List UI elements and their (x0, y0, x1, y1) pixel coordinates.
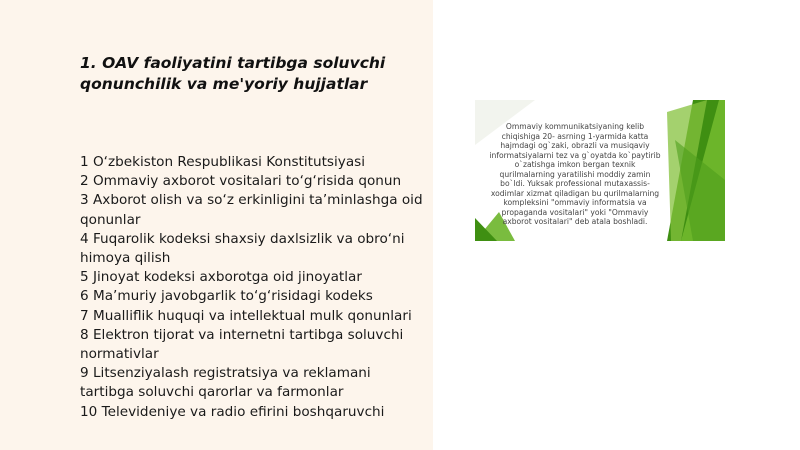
list-item: 6 Ma’muriy javobgarlik to‘g‘risidagi kodeks (80, 288, 373, 305)
document-list (80, 153, 425, 422)
embedded-slide-image (475, 100, 725, 241)
list-item: 9 Litsenziyalash registratsiya va reklamani tartibga soluvchi qarorlar va farmonlar (80, 365, 371, 401)
list-item: 4 Fuqarolik kodeksi shaxsiy daxlsizlik va obro‘ni himoya qilish (80, 230, 405, 267)
image-paragraph: Ommaviy kommunikatsiyaning kelib chiqishiga 20- asrning 1-yarmida katta hajmdagi og`zaki, obrazli va musiqaviy informatsiyalarni tez va g`oyatda ko`paytirib o`zatishga imkon bergan texnik qurilmalarning yaratilishi moddiy zamin bo`ldi. Yuksak professional mutaxassis-xodimlar xizmat qiladigan bu qurilmalarning kompleksini "ommaviy informatsia va propaganda vositalari" yoki "Ommaviy axborot vositalari" deb atala boshladi. (489, 122, 661, 226)
list-item: 2 Ommaviy axborot vositalari to‘g‘risida qonun (80, 173, 402, 190)
slide-title: 1. OAV faoliyatini tartibga soluvchi qonunchilik va me'yoriy hujjatlar (80, 54, 386, 93)
list-item: 8 Elektron tijorat va internetni tartibga soluvchi normativlar (80, 326, 404, 363)
list-item: 5 Jinoyat kodeksi axborotga oid jinoyatlar (80, 269, 362, 286)
list-item: 10 Televideniye va radio efirini boshqaruvchi (80, 403, 385, 420)
list-item: 7 Mualliflik huquqi va intellektual mulk qonunlari (80, 307, 412, 324)
list-item: 1 O‘zbekiston Respublikasi Konstitutsiyasi (80, 154, 366, 170)
list-item: 3 Axborot olish va so‘z erkinligini ta’minlashga oid qonunlar (80, 192, 423, 228)
